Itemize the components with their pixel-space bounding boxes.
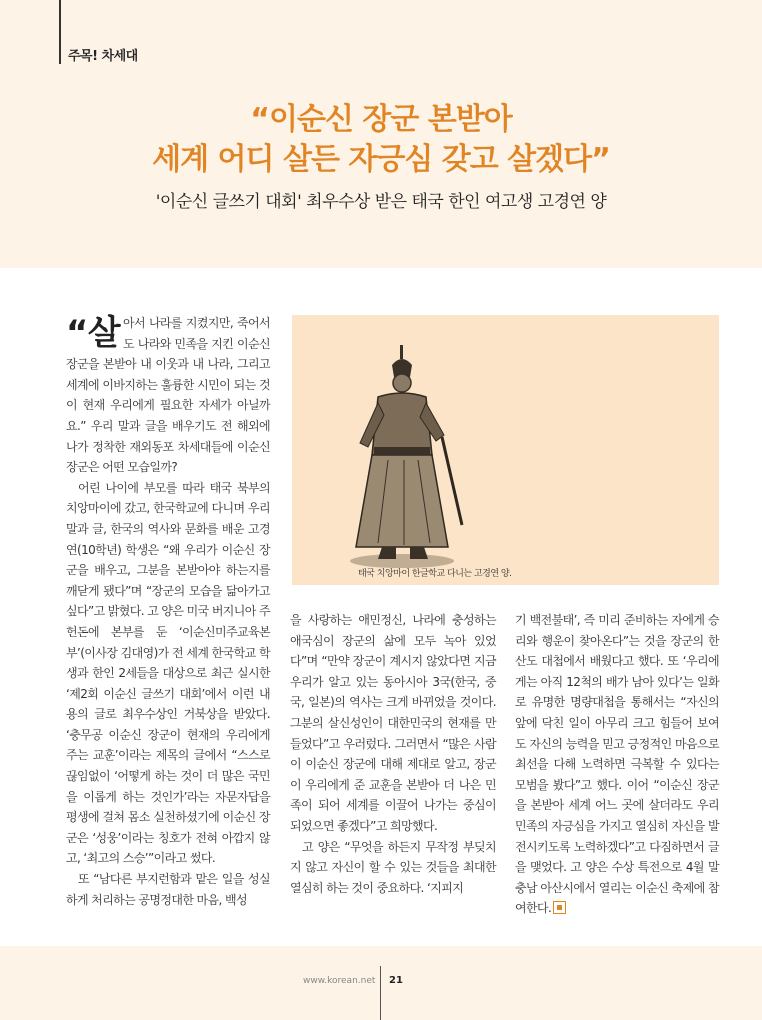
photo-caption: 태국 치앙마이 한글학교 다니는 고경연 양. xyxy=(358,569,512,579)
page-number: 21 xyxy=(389,975,403,986)
paragraph-text: 을 사랑하는 애민정신, 나라에 충성하는 애국심이 장군의 삶에 모두 녹아 있었다”며 “만약 장군이 계시지 않았다면 지금 우리가 알고 있는 동아시아 3국(한국, 중국, 일본)의 역사는 크게 바뀌었을 것이다. 그분의 살신성인이 대한민국의 현재를 만들었다”고 우러렀다. 그러면서 “많은 사람이 이순신 장군에 대해 제대로 알고, 장군이 우리에게 준 교훈을 본받아 더 나은 민족이 되어 세계를 이끌어 나가는 중심이 되었으면 좋겠다”고 희망했다. xyxy=(290,613,496,833)
paragraph-text: 고 양은 “무엇을 하든지 무작정 부딪치지 않고 자신이 할 수 있는 것들을 최대한 열심히 하는 것이 중요하다. ‘지피지 xyxy=(290,839,496,895)
paragraph-text: 또 “남다른 부지런함과 맡은 일을 성실하게 처리하는 공명정대한 마음, 백성 xyxy=(66,872,270,907)
footer-divider xyxy=(380,966,381,1020)
opening-quote-mark: “ xyxy=(66,313,88,353)
paragraph-text: 어린 나이에 부모를 따라 태국 북부의 치앙마이에 갔고, 한국학교에 다니며 우리 말과 글, 한국의 역사와 문화를 배운 고경연(10학년) 학생은 “왜 우리가 이순신 장군을 배우고, 그분을 본받아야 하는지를 깨닫게 됐다”며 “장군의 모습을 닮아가고 싶다”고 밝혔다. 고 양은 미국 버지니아 주 헌돈에 본부를 둔 ‘이순신미주교육본부’(이사장 김대영)가 전 세계 한국학교 학생과 한인 2세들을 대상으로 최근 실시한 ‘제2회 이순신 글쓰기 대회’에서 이런 내용의 글로 최우수상인 거북상을 받았다. ‘충무공 이순신 장군이 현재의 우리에게 주는 교훈’이라는 제목의 글에서 “스스로 끊임없이 ‘어떻게 하는 것이 더 많은 국민을 이롭게 하는 것인가’라는 자문자답을 평생에 걸쳐 몸소 실천하셨기에 이순신 장군은 ‘성웅’이라는 칭호가 전혀 아깝지 않고, ‘최고의 스승’”이라고 썼다. xyxy=(66,480,270,866)
statue-head xyxy=(393,374,411,392)
paragraph-text: 기 백전불태’, 즉 미리 준비하는 자에게 승리와 행운이 찾아온다”는 것을 장군의 한산도 대첩에서 배웠다고 했다. 또 ‘우리에게는 아직 12척의 배가 남아 있다’는 일화로 유명한 명량대첩을 통해서는 “자신의 앞에 닥친 일이 아무리 크고 힘들어 보여도 자신의 능력을 믿고 긍정적인 마음으로 최선을 다해 노력하면 극복할 수 있다는 모범을 봤다”고 했다. 이어 “이순신 장군을 본받아 세계 어느 곳에 살더라도 우리 민족의 자긍심을 가지고 열심히 자신을 발전시키도록 노력하겠다”고 다짐하면서 글을 맺었다. 고 양은 수상 특전으로 4월 말 충남 아산시에서 열리는 이순신 축제에 참여한다. xyxy=(515,613,719,916)
headline-line-2: 세계 어디 살든 자긍심 갖고 살겠다” xyxy=(152,142,610,177)
article-end-icon xyxy=(553,901,566,914)
section-label: 주목! 차세대 xyxy=(68,49,138,64)
footer-url: www.korean.net xyxy=(303,976,376,986)
statue-robe xyxy=(356,455,448,547)
statue-belt xyxy=(374,447,430,455)
paragraph-text: 아서 나라를 지켰지만, 죽어서도 나라와 민족을 지킨 이순신 장군을 본받아 내 이웃과 내 나라, 그리고 세계에 이바지하는 훌륭한 시민이 되는 것이 현재 우리에게 필요한 자세가 아닐까요.” 우리 말과 글을 배우기도 전 해외에 나가 정착한 재외동포 차세대들에 이순신 장군은 어떤 모습일까? xyxy=(66,316,270,475)
statue-sword xyxy=(442,437,462,525)
admiral-statue-illustration xyxy=(312,325,492,575)
article-column-1 xyxy=(66,313,270,910)
photo-frame xyxy=(292,315,719,585)
footer-band xyxy=(0,946,762,1020)
dropcap-letter: 살 xyxy=(87,313,120,353)
article-column-2 xyxy=(290,610,496,898)
headline-line-1: “이순신 장군 본받아 xyxy=(250,102,512,137)
headline xyxy=(0,100,762,180)
article-column-3 xyxy=(515,610,719,919)
statue-helmet-spike xyxy=(400,345,403,359)
dropcap xyxy=(66,314,120,354)
section-rule xyxy=(59,0,61,64)
statue-armor xyxy=(372,393,432,455)
subheadline: '이순신 글쓰기 대회' 최우수상 받은 태국 한인 여고생 고경연 양 xyxy=(155,192,607,212)
